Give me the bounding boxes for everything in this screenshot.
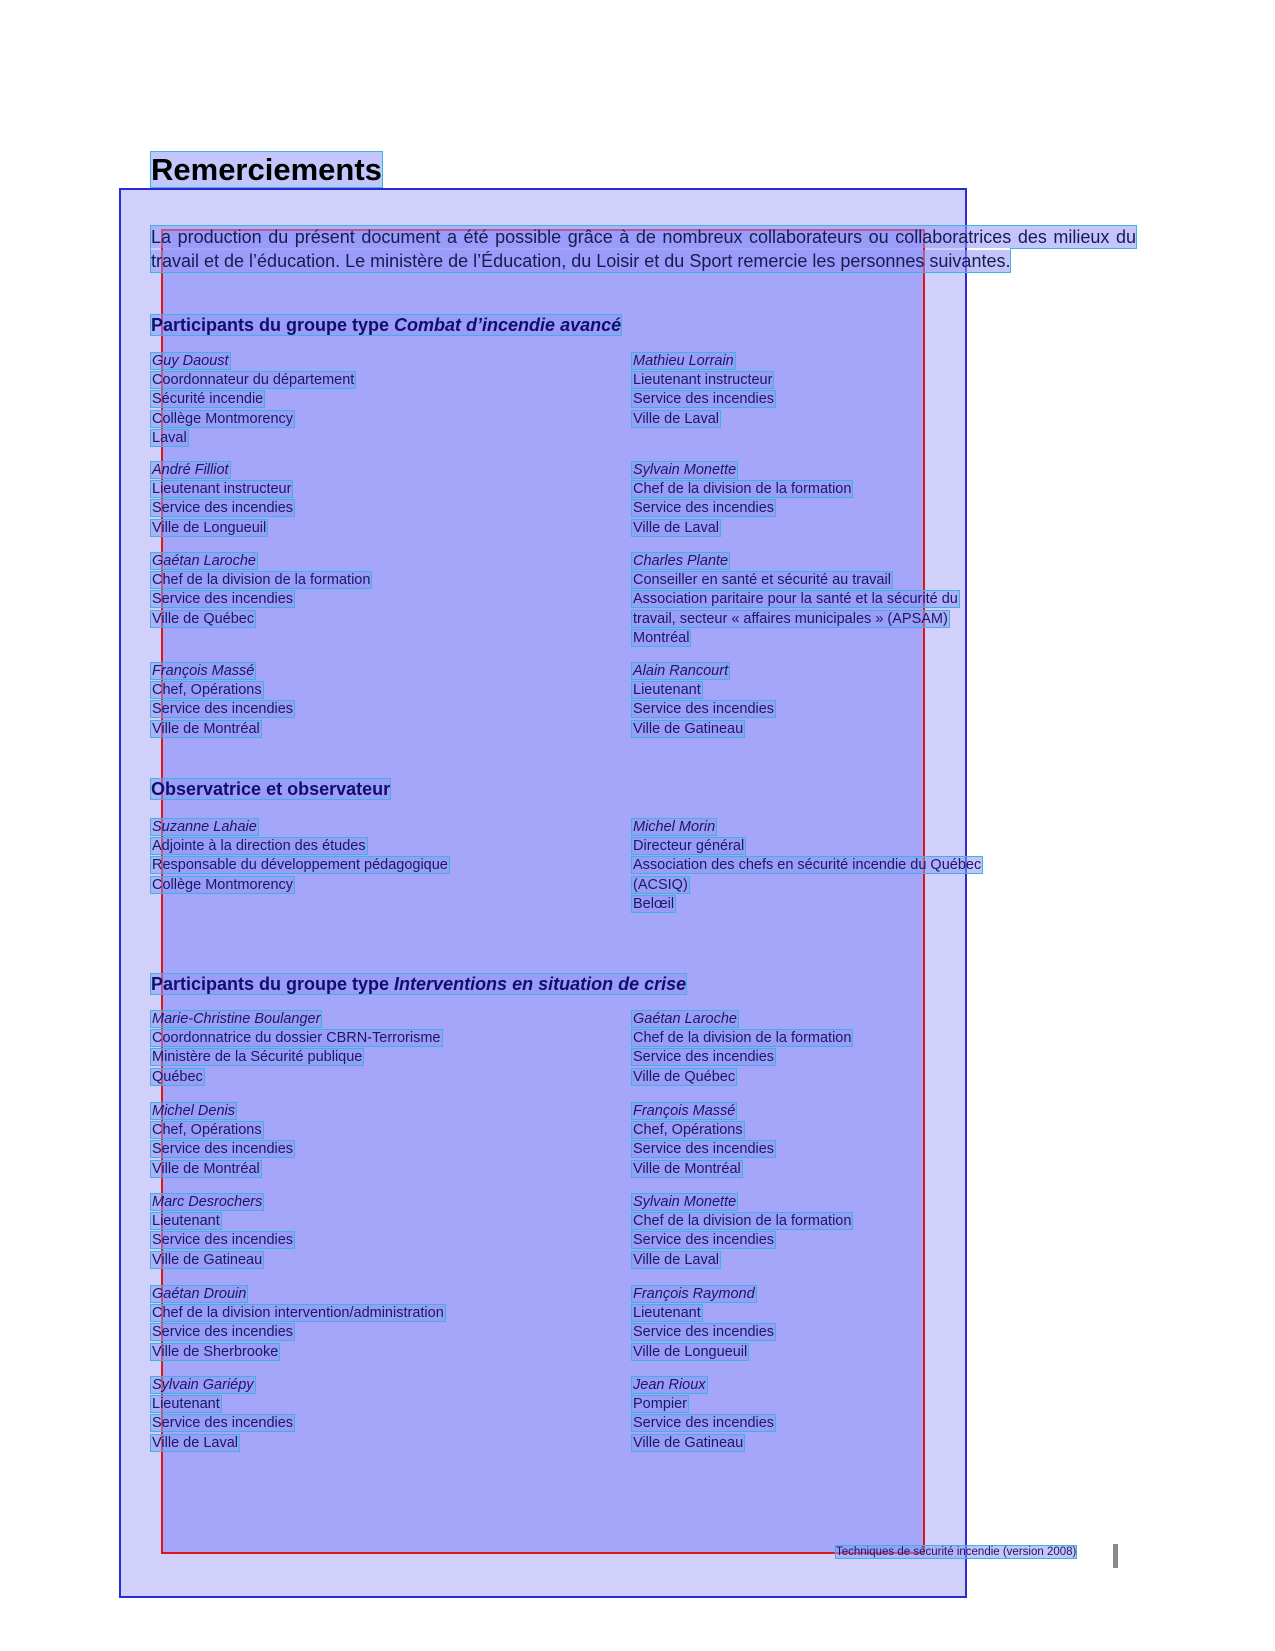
contact-line: Service des incendies (152, 500, 294, 517)
contact-line: Belœil (633, 895, 675, 912)
section2-heading: Participants du groupe type Interventions en situation de crise (151, 974, 687, 994)
contact-line: Québec (152, 1068, 203, 1085)
contact-name: Charles Plante (633, 553, 729, 569)
contact-line: Responsable du développement pédagogique (152, 857, 448, 874)
contact-name: André Filliot (152, 462, 229, 478)
contact-line: Service des incendies (633, 1141, 775, 1158)
contact-line: Service des incendies (633, 1415, 775, 1432)
footer-text: Techniques de sécurité incendie (version 2008) (836, 1546, 1077, 1558)
contact-line: Service des incendies (152, 591, 294, 608)
s2-g1-right-contact (632, 1102, 1052, 1179)
contact-line: Ville de Gatineau (633, 1434, 744, 1451)
contact-line: Lieutenant (152, 1213, 220, 1230)
s1-g0-right-contact (632, 352, 1052, 429)
contact-name: Gaétan Laroche (152, 553, 256, 569)
contact-line: Service des incendies (633, 1232, 775, 1249)
contact-line: Service des incendies (633, 500, 775, 517)
s2-g2-left-contact (151, 1193, 621, 1270)
contact-line: Ville de Gatineau (633, 720, 744, 737)
obs-right-contact (632, 818, 1052, 914)
contact-line: Collège Montmorency (152, 876, 294, 893)
contact-line: Laval (152, 429, 187, 446)
s2-g3-left-contact (151, 1285, 621, 1362)
observers-heading: Observatrice et observateur (151, 779, 391, 799)
contact-line: Service des incendies (152, 1324, 294, 1341)
contact-line: Chef de la division de la formation (633, 1213, 852, 1230)
contact-line: Chef, Opérations (152, 682, 262, 699)
contact-line: Sécurité incendie (152, 391, 264, 408)
s2-g4-left-contact (151, 1376, 621, 1453)
contact-line: Coordonnatrice du dossier CBRN-Terrorisme (152, 1030, 441, 1047)
contact-line: Ville de Laval (633, 519, 719, 536)
contact-name: Michel Denis (152, 1103, 235, 1119)
s2-g0-right-contact (632, 1010, 1052, 1087)
contact-line: Association paritaire pour la santé et la sécurité du (633, 591, 958, 608)
contact-name: Gaétan Laroche (633, 1011, 737, 1027)
obs-left-contact (151, 818, 621, 895)
contact-line: Service des incendies (152, 1141, 294, 1158)
footer-bar (1113, 1544, 1118, 1568)
contact-name: Jean Rioux (633, 1377, 706, 1393)
contact-line: Collège Montmorency (152, 410, 294, 427)
contact-name: François Massé (633, 1103, 736, 1119)
section1-heading: Participants du groupe type Combat d’incendie avancé (151, 315, 622, 335)
contact-name: Suzanne Lahaie (152, 819, 257, 835)
contact-name: Gaétan Drouin (152, 1286, 247, 1302)
contact-line: Ville de Montréal (152, 720, 260, 737)
s1-g3-left-contact (151, 662, 621, 739)
contact-line: Lieutenant (633, 682, 701, 699)
s1-g1-right-contact (632, 461, 1052, 538)
contact-line: Ville de Gatineau (152, 1251, 263, 1268)
contact-line: Ville de Montréal (633, 1160, 741, 1177)
contact-name: Mathieu Lorrain (633, 353, 734, 369)
contact-line: Ministère de la Sécurité publique (152, 1049, 363, 1066)
s1-g2-left-contact (151, 552, 621, 629)
contact-name: François Massé (152, 663, 255, 679)
s1-g0-left-contact (151, 352, 621, 448)
contact-line: Service des incendies (633, 1049, 775, 1066)
contact-line: Ville de Montréal (152, 1160, 260, 1177)
contact-line: Adjointe à la direction des études (152, 838, 366, 855)
contact-line: Ville de Québec (633, 1068, 736, 1085)
contact-line: Directeur général (633, 838, 745, 855)
contact-line: Ville de Québec (152, 610, 255, 627)
contact-line: Service des incendies (152, 1232, 294, 1249)
s2-g1-left-contact (151, 1102, 621, 1179)
contact-line: Lieutenant instructeur (633, 372, 773, 389)
contact-line: (ACSIQ) (633, 876, 688, 893)
contact-line: Service des incendies (633, 391, 775, 408)
contact-line: Conseiller en santé et sécurité au travail (633, 572, 891, 589)
contact-line: Lieutenant instructeur (152, 481, 292, 498)
contact-line: Ville de Laval (633, 1251, 719, 1268)
contact-name: François Raymond (633, 1286, 755, 1302)
contact-name: Marie-Christine Boulanger (152, 1011, 321, 1027)
contact-name: Guy Daoust (152, 353, 229, 369)
contact-line: Ville de Sherbrooke (152, 1343, 279, 1360)
s2-g3-right-contact (632, 1285, 1052, 1362)
s1-g2-right-contact (632, 552, 1052, 648)
contact-line: Ville de Longueuil (152, 519, 267, 536)
contact-line: Lieutenant (633, 1305, 701, 1322)
contact-name: Sylvain Gariépy (152, 1377, 254, 1393)
contact-line: Lieutenant (152, 1396, 220, 1413)
contact-line: Coordonnateur du département (152, 372, 355, 389)
intro-text: La production du présent document a été possible grâce à de nombreux collaborateurs ou collaboratrices des milieux du travail et de l’éducation. Le ministère de l’Éducation, du Loisir et du Sport remercie les personnes suivantes. (151, 227, 1136, 271)
s2-g4-right-contact (632, 1376, 1052, 1453)
contact-line: Montréal (633, 629, 690, 646)
contact-name: Michel Morin (633, 819, 716, 835)
contact-line: Chef, Opérations (152, 1122, 262, 1139)
contact-name: Alain Rancourt (633, 663, 729, 679)
contact-line: Service des incendies (152, 1415, 294, 1432)
s1-g3-right-contact (632, 662, 1052, 739)
contact-line: Ville de Laval (633, 410, 719, 427)
contact-line: Ville de Laval (152, 1434, 238, 1451)
s1-g1-left-contact (151, 461, 621, 538)
contact-name: Marc Desrochers (152, 1194, 263, 1210)
contact-line: Chef de la division de la formation (633, 1030, 852, 1047)
contact-line: Chef de la division de la formation (152, 572, 371, 589)
s2-g0-left-contact (151, 1010, 621, 1087)
intro-paragraph (151, 225, 1136, 273)
contact-line: Ville de Longueuil (633, 1343, 748, 1360)
contact-line: Chef, Opérations (633, 1122, 743, 1139)
contact-line: Service des incendies (633, 1324, 775, 1341)
s2-g2-right-contact (632, 1193, 1052, 1270)
contact-line: Chef de la division de la formation (633, 481, 852, 498)
contact-line: travail, secteur « affaires municipales » (APSAM) (633, 610, 948, 627)
contact-line: Association des chefs en sécurité incendie du Québec (633, 857, 982, 874)
contact-line: Chef de la division intervention/administration (152, 1305, 444, 1322)
contact-line: Service des incendies (633, 701, 775, 718)
page-title: Remerciements (151, 152, 382, 187)
contact-line: Service des incendies (152, 701, 294, 718)
contact-line: Pompier (633, 1396, 687, 1413)
contact-name: Sylvain Monette (633, 462, 737, 478)
contact-name: Sylvain Monette (633, 1194, 737, 1210)
